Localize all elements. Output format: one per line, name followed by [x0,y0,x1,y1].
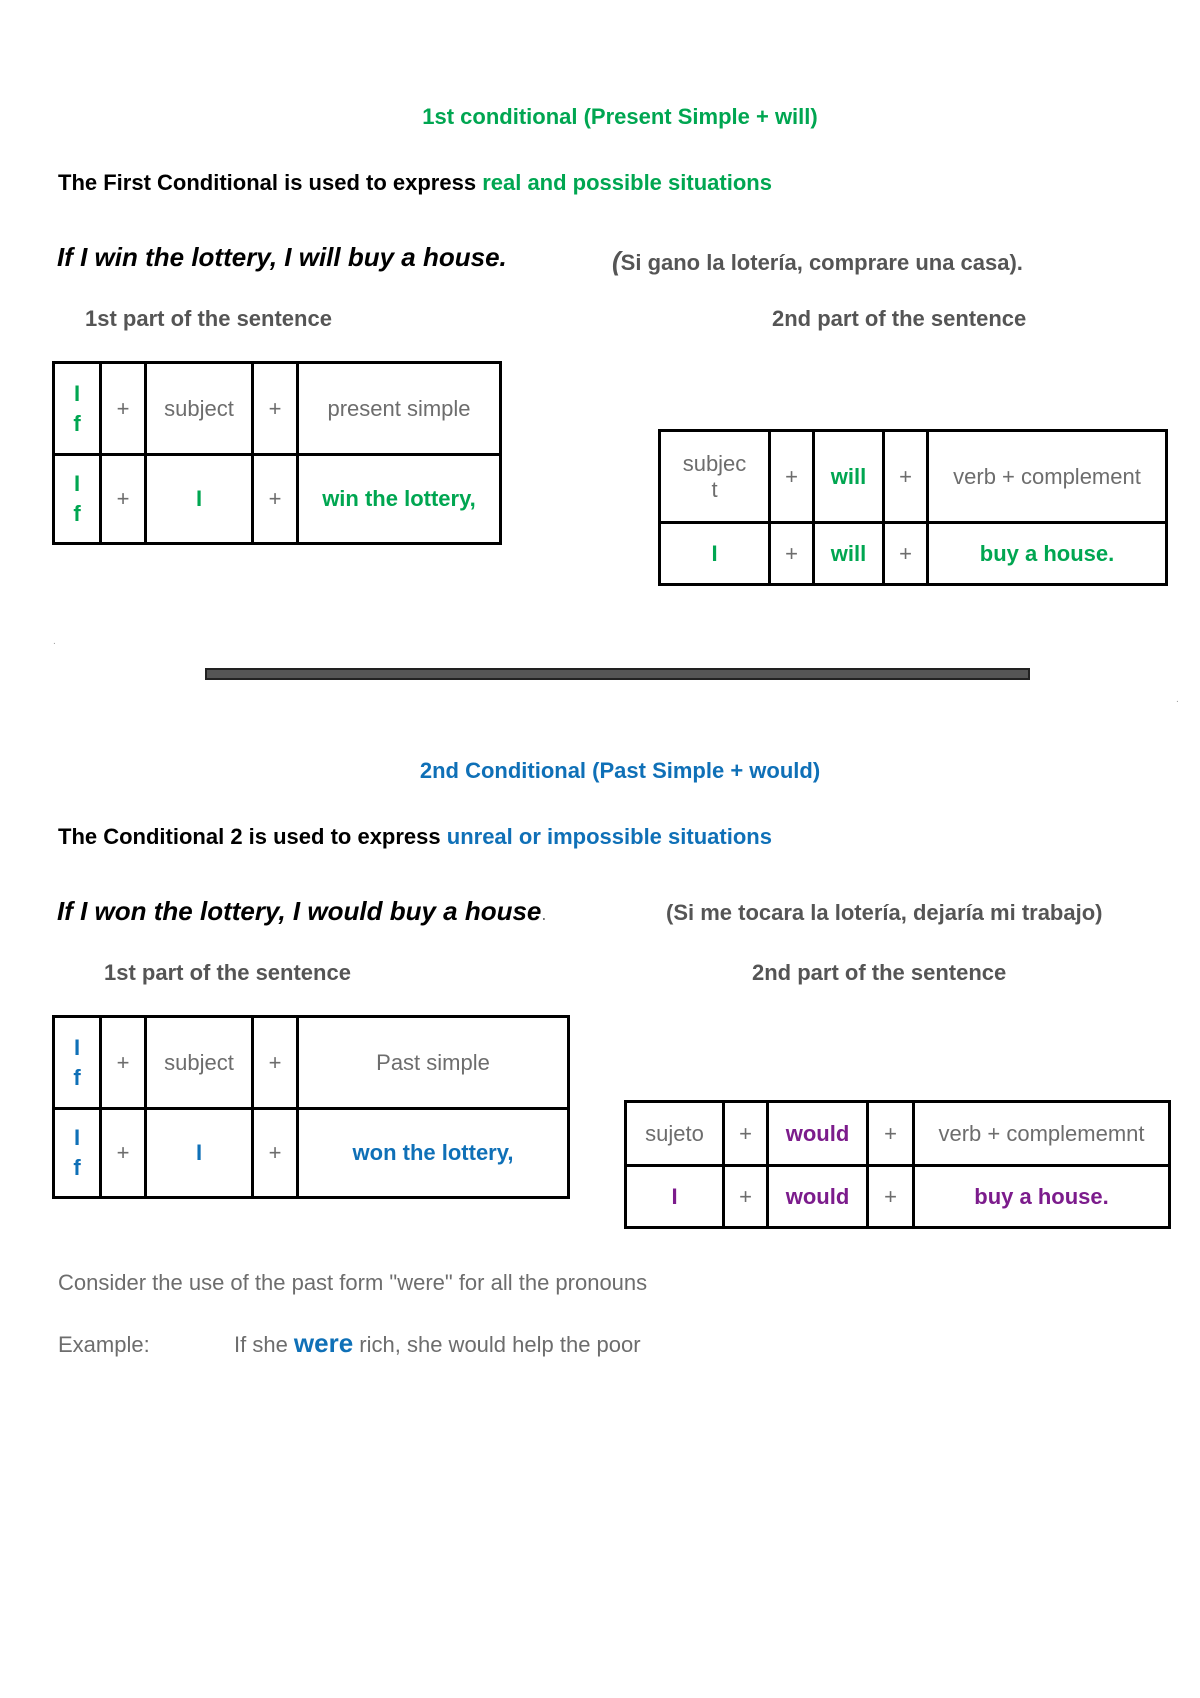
if-cell [54,1017,101,1109]
plus-sign: + [884,431,928,523]
first-example-sentence: If I win the lottery, I will buy a house. [57,242,507,272]
subject-bottom: t [711,476,718,502]
subject-value: I [146,455,253,544]
second-part1-table [52,1015,570,1199]
translation-text: Si gano la lotería, comprare una casa). [620,250,1023,275]
plus-sign: + [253,363,298,455]
plus-sign: + [101,1109,146,1198]
were-note: Consider the use of the past form "were" for all the pronouns [58,1270,648,1295]
plus-sign: + [868,1102,914,1166]
example-suffix: rich, she would help the poor [353,1332,641,1357]
example-dot: . [541,904,547,924]
example-text: If I won the lottery, I would buy a house [57,896,542,926]
plus-sign: + [884,523,928,585]
tense-header: present simple [298,363,501,455]
subject-value: I [660,523,770,585]
plus-sign: + [253,455,298,544]
intro-highlight: real and possible situations [482,170,772,195]
plus-sign: + [724,1102,768,1166]
subject-header: sujeto [626,1102,724,1166]
subject-header: subject [146,1017,253,1109]
second-example-sentence [57,896,546,927]
were-example [234,1328,641,1359]
second-translation: (Si me tocara la lotería, dejaría mi trabajo) [666,900,1103,925]
plus-sign: + [253,1017,298,1109]
intro-text: The Conditional 2 is used to express [58,824,447,849]
stray-dot: . [53,636,56,647]
first-translation [612,246,1023,277]
if-cell [54,455,101,544]
first-conditional-intro [58,170,772,196]
subject-header: subject [146,363,253,455]
example-prefix: If she [234,1332,294,1357]
plus-sign: + [253,1109,298,1198]
if-cell [54,1109,101,1198]
aux-header: will [814,431,884,523]
clause-value: won the lottery, [298,1109,569,1198]
intro-highlight: unreal or impossible situations [446,824,772,849]
if-top: I [73,1125,81,1150]
plus-sign: + [770,431,814,523]
second-conditional-title: 2nd Conditional (Past Simple + would) [419,758,821,783]
if-top: I [73,471,81,496]
translation-paren: ( [612,246,621,276]
subject-top: subjec [682,450,747,476]
first-part2-label: 2nd part of the sentence [772,306,1027,331]
second-part2-label: 2nd part of the sentence [752,960,1007,985]
first-conditional-title: 1st conditional (Present Simple + will) [422,104,818,129]
plus-sign: + [770,523,814,585]
subject-value: I [146,1109,253,1198]
example-were: were [293,1328,354,1358]
if-bottom: f [73,1064,81,1090]
if-bottom: f [73,410,81,436]
section-divider [205,668,1030,680]
subject-value: I [626,1166,724,1228]
if-cell [54,363,101,455]
subject-header [660,431,770,523]
aux-header: would [768,1102,868,1166]
if-bottom: f [73,1155,81,1180]
aux-value: will [814,523,884,585]
tense-header: Past simple [298,1017,569,1109]
clause-value: buy a house. [914,1166,1170,1228]
rest-header: verb + complement [928,431,1167,523]
intro-text: The First Conditional is used to express [58,170,483,195]
if-top: I [73,380,81,406]
example-label: Example: [58,1332,150,1357]
aux-value: would [768,1166,868,1228]
stray-dot: . [1176,694,1179,705]
if-top: I [73,1034,81,1060]
clause-value: buy a house. [928,523,1167,585]
plus-sign: + [868,1166,914,1228]
if-bottom: f [73,501,81,526]
second-part2-table [624,1100,1171,1229]
first-part1-table [52,361,502,545]
rest-header: verb + complememnt [914,1102,1170,1166]
first-part1-label: 1st part of the sentence [85,306,332,331]
second-conditional-intro [58,824,772,850]
plus-sign: + [101,1017,146,1109]
plus-sign: + [101,455,146,544]
first-part2-table [658,429,1168,586]
plus-sign: + [724,1166,768,1228]
plus-sign: + [101,363,146,455]
clause-value: win the lottery, [298,455,501,544]
second-part1-label: 1st part of the sentence [104,960,351,985]
